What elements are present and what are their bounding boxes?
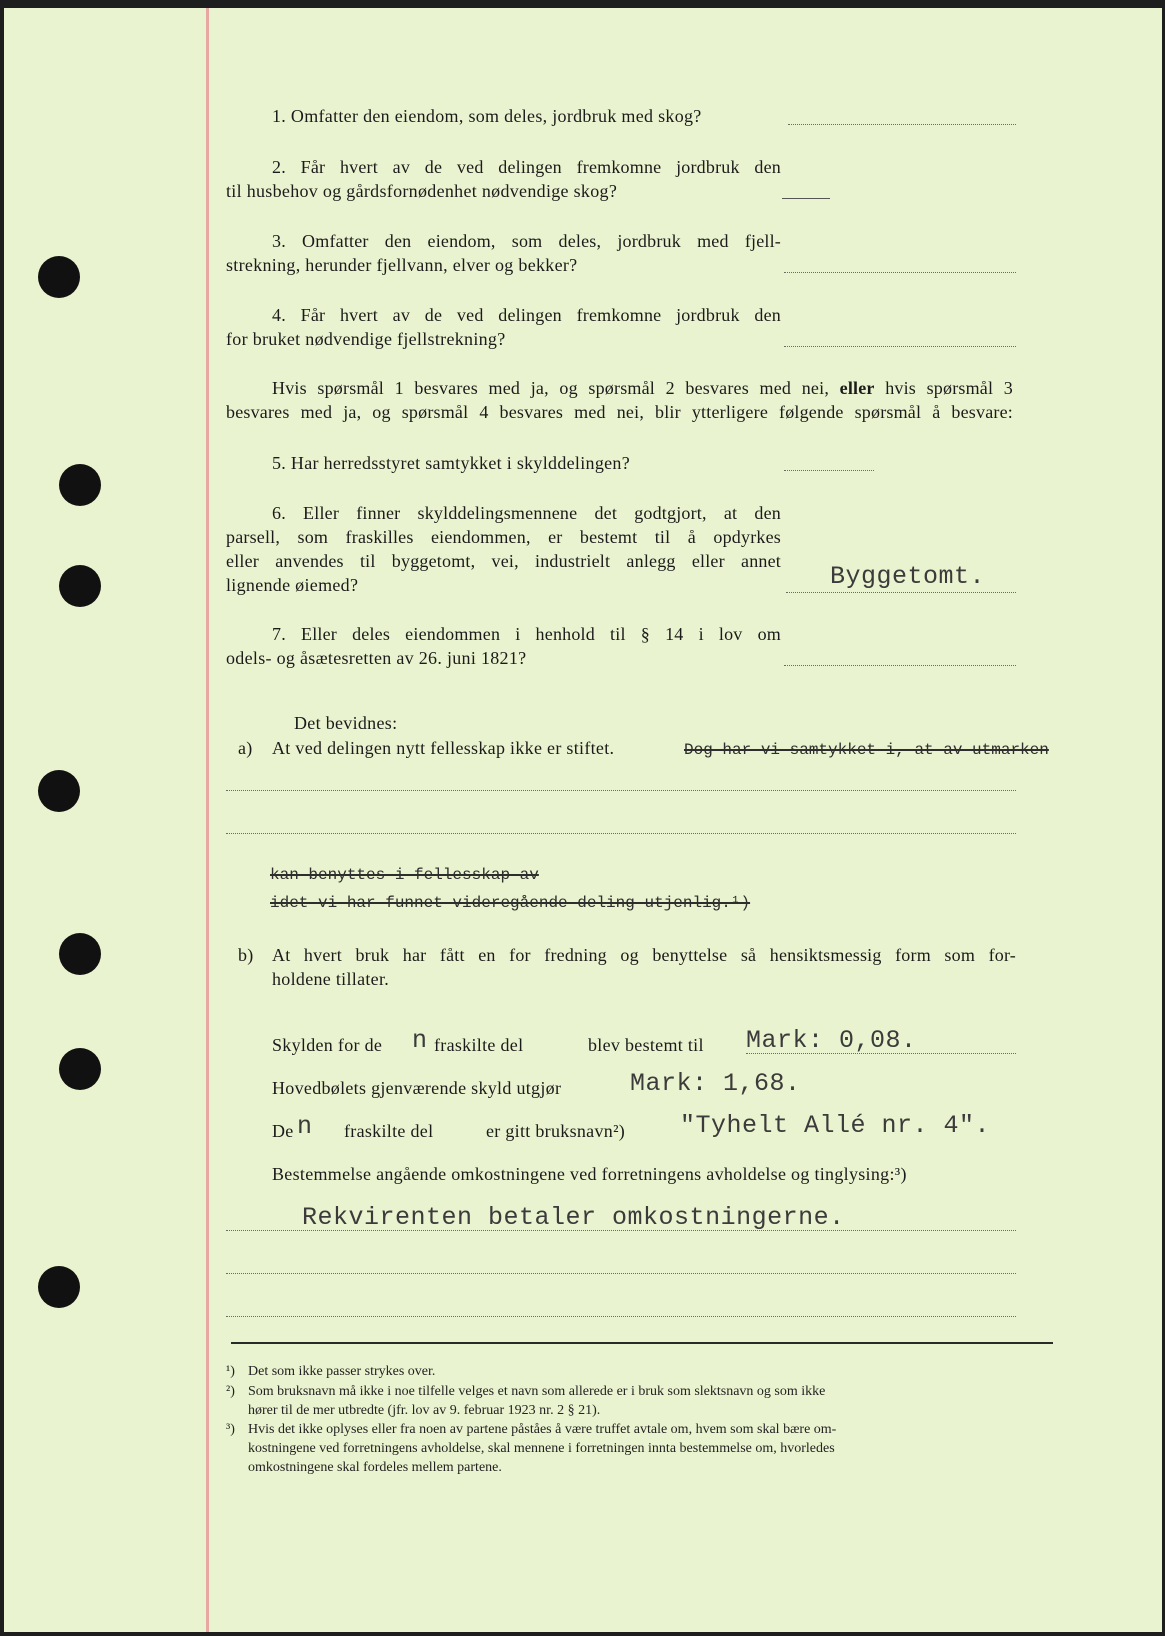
question-6-line-1: 6. Eller finner skylddelingsmennene det godtgjort, at den <box>272 503 781 523</box>
form-page <box>4 8 1162 1632</box>
question-5: 5. Har herredsstyret samtykket i skylddelingen? <box>272 453 631 473</box>
bruksnavn-label-2: fraskilte del <box>344 1121 434 1141</box>
skyld-label-2: fraskilte del <box>434 1035 524 1055</box>
answer-line <box>784 346 1016 347</box>
item-b-label: b) <box>238 945 254 965</box>
footnote-marker-2: ²) <box>226 1384 235 1399</box>
conditional-intro-line-2: besvares med ja, og spørsmål 4 besvares med nei, blir ytterligere følgende spørsmål å besvare: <box>226 402 1013 422</box>
footnote-3-line-1: Hvis det ikke oplyses eller fra noen av partene påståes å være truffet avtale om, hvem som skal bære om- <box>248 1422 837 1437</box>
question-4-line-2: for bruket nødvendige fjellstrekning? <box>226 329 506 349</box>
answer-line <box>784 272 1016 273</box>
blank-line <box>226 833 1016 834</box>
punch-hole <box>59 933 101 975</box>
footnote-rule <box>231 1342 1053 1344</box>
question-7-line-1: 7. Eller deles eiendommen i henhold til § 14 i lov om <box>272 624 781 644</box>
item-a-label: a) <box>238 738 253 758</box>
intro-bold-eller: eller <box>839 378 875 398</box>
question-2-line-1: 2. Får hvert av de ved delingen fremkomne jordbruk den <box>272 157 781 177</box>
item-b-line-1: At hvert bruk har fått en for fredning og benyttelse så hensiktsmessig form som for- <box>272 945 1016 965</box>
answer-line <box>786 592 1016 593</box>
footnote-2-line-2: hører til de mer utbredte (jfr. lov av 9. februar 1923 nr. 2 § 21). <box>248 1403 601 1418</box>
hovedbol-label: Hovedbølets gjenværende skyld utgjør <box>272 1078 562 1098</box>
answer-line <box>784 470 874 471</box>
footnote-marker-3: ³) <box>226 1422 235 1437</box>
answer-line <box>226 1230 1016 1231</box>
footnote-1: Det som ikke passer strykes over. <box>248 1364 436 1379</box>
bruksnavn-n: n <box>297 1112 313 1141</box>
footnote-marker-1: ¹) <box>226 1364 235 1379</box>
question-1: 1. Omfatter den eiendom, som deles, jordbruk med skog? <box>272 106 702 126</box>
bruksnavn-value: "Tyhelt Allé nr. 4". <box>680 1111 991 1140</box>
conditional-intro-line-1 <box>272 378 1013 399</box>
punch-hole <box>38 1266 80 1308</box>
question-4-line-1: 4. Får hvert av de ved delingen fremkomne jordbruk den <box>272 305 781 325</box>
answer-line <box>788 124 1016 125</box>
skyld-label: Skylden for de <box>272 1035 383 1055</box>
punch-hole <box>38 770 80 812</box>
answer-byggetomt: Byggetomt. <box>830 562 986 591</box>
item-b-line-2: holdene tillater. <box>272 969 390 989</box>
struck-text: Dog har vi samtykket i, at av utmarken <box>684 741 1049 759</box>
answer-line <box>784 665 1016 666</box>
bruksnavn-label: De <box>272 1121 294 1141</box>
punch-hole <box>38 256 80 298</box>
skyld-n: n <box>412 1026 428 1055</box>
question-3-line-2: strekning, herunder fjellvann, elver og bekker? <box>226 255 578 275</box>
question-2-line-2: til husbehov og gårdsfornødenhet nødvendige skog? <box>226 181 618 201</box>
skyld-label-3: blev bestemt til <box>588 1035 704 1055</box>
struck-text: idet vi har funnet videregående deling utjenlig.¹) <box>270 894 751 912</box>
footnote-3-line-2: kostningene ved forretningens avholdelse, skal mennene i forretningen innta bestemmelse om, hvorledes <box>248 1441 835 1456</box>
punch-hole <box>59 1048 101 1090</box>
question-3-line-1: 3. Omfatter den eiendom, som deles, jordbruk med fjell- <box>272 231 781 251</box>
item-a-text: At ved delingen nytt fellesskap ikke er stiftet. <box>272 738 615 758</box>
footnote-2-line-1: Som bruksnavn må ikke i noe tilfelle velges et navn som allerede er i bruk som slektsnavn og som ikke <box>248 1384 826 1399</box>
question-6-line-3: eller anvendes til byggetomt, vei, industrielt anlegg eller annet <box>226 551 781 571</box>
punch-hole <box>59 565 101 607</box>
question-6-line-4: lignende øiemed? <box>226 575 359 595</box>
blank-line <box>226 790 1016 791</box>
certification-heading: Det bevidnes: <box>294 713 398 733</box>
answer-line <box>746 1053 1016 1054</box>
answer-line <box>782 198 830 199</box>
intro-text-end: hvis spørsmål 3 <box>885 378 1013 398</box>
blank-line <box>226 1273 1016 1274</box>
question-7-line-2: odels- og åsætesretten av 26. juni 1821? <box>226 648 527 668</box>
intro-text: Hvis spørsmål 1 besvares med ja, og spørsmål 2 besvares med nei, <box>272 378 830 398</box>
skyld-value: Mark: 0,08. <box>746 1026 917 1055</box>
cost-value: Rekvirenten betaler omkostningerne. <box>302 1203 845 1232</box>
blank-line <box>226 1316 1016 1317</box>
footnote-3-line-3: omkostningene skal fordeles mellem partene. <box>248 1460 502 1475</box>
cost-label: Bestemmelse angående omkostningene ved forretningens avholdelse og tinglysing:³) <box>272 1164 907 1184</box>
struck-text: kan benyttes i fellesskap av <box>270 866 539 884</box>
bruksnavn-label-3: er gitt bruksnavn²) <box>486 1121 626 1141</box>
punch-hole <box>59 464 101 506</box>
question-6-line-2: parsell, som fraskilles eiendommen, er bestemt til å opdyrkes <box>226 527 781 547</box>
margin-line <box>206 8 209 1632</box>
hovedbol-value: Mark: 1,68. <box>630 1069 801 1098</box>
